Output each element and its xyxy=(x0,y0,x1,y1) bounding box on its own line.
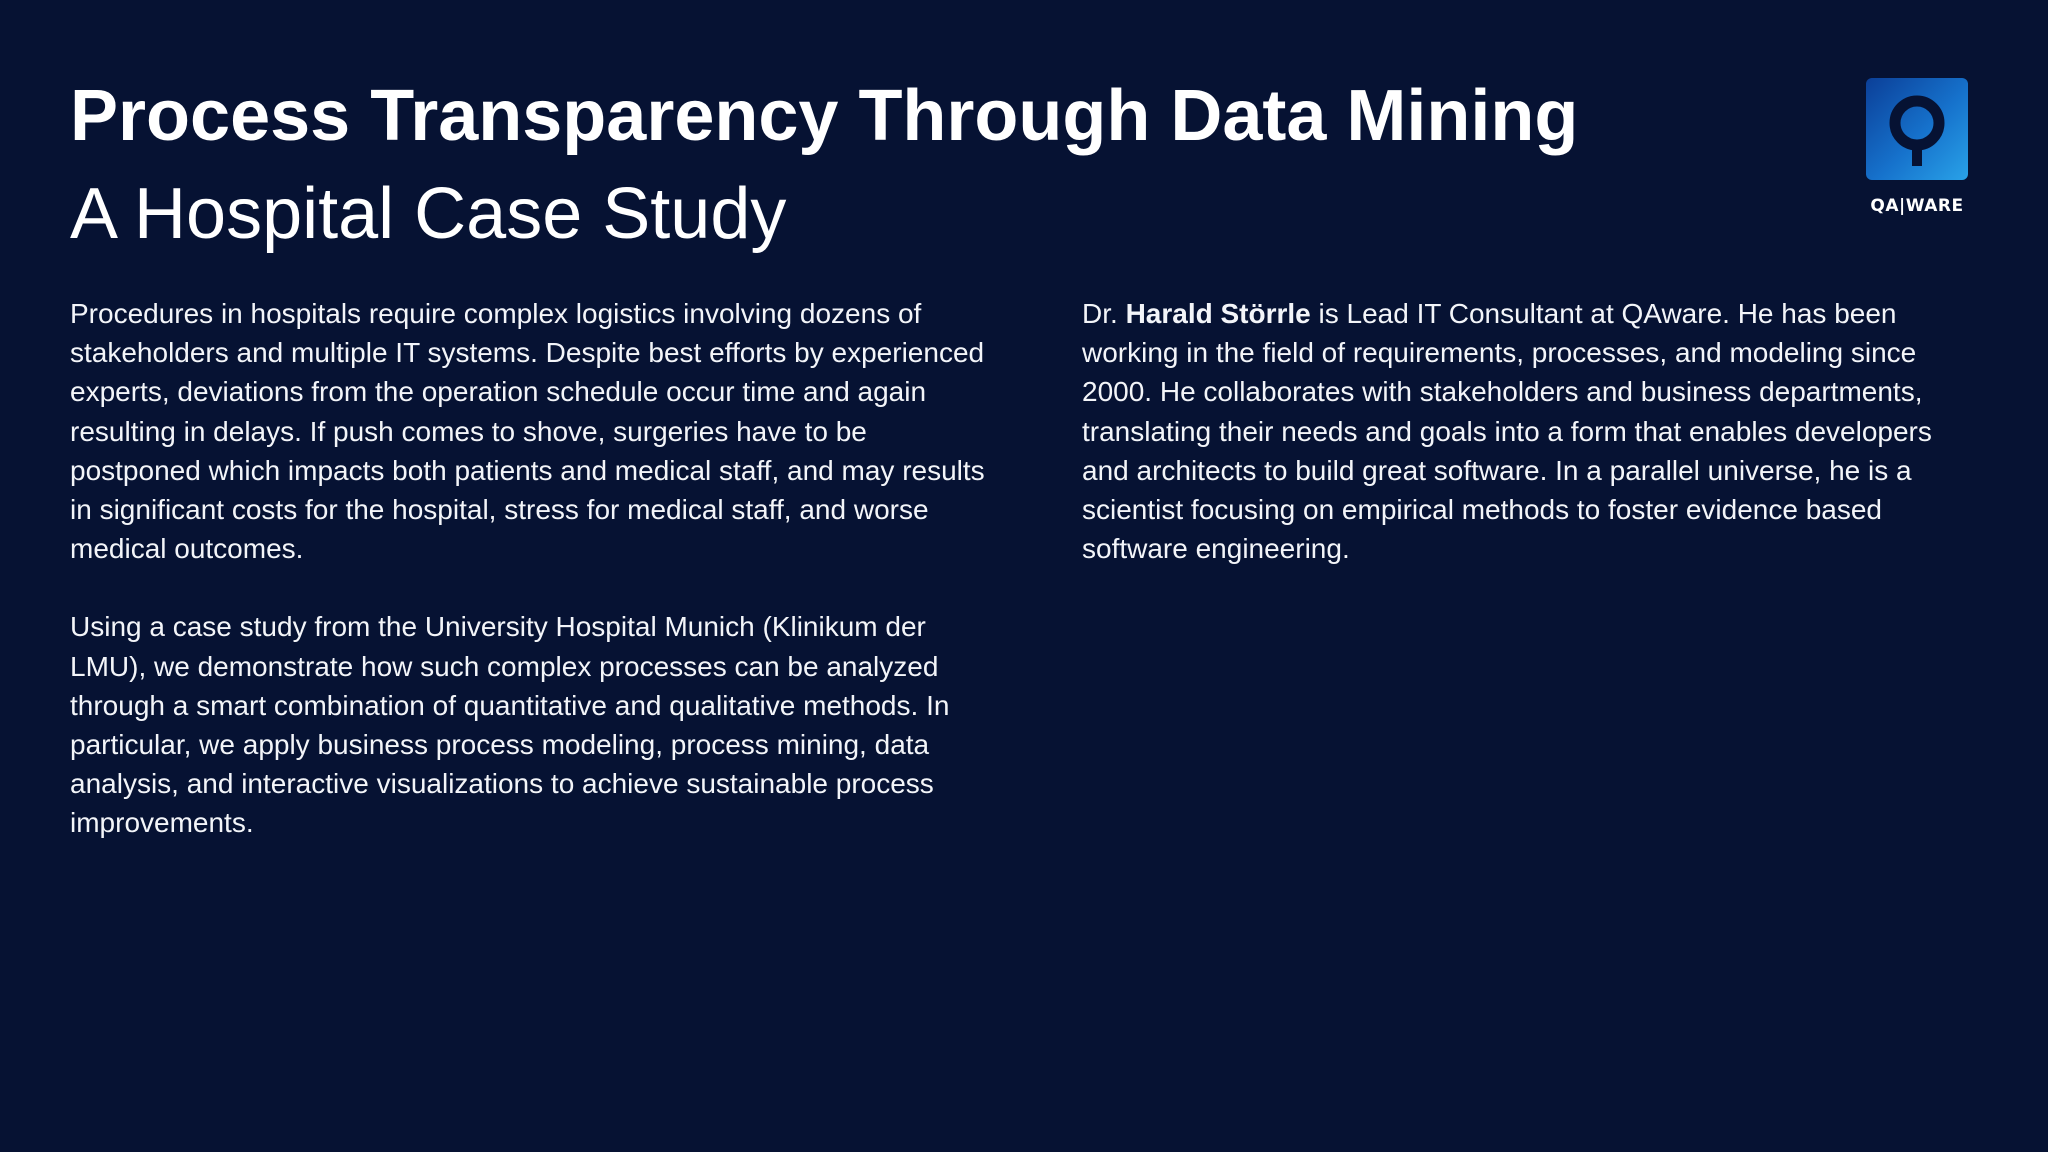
speaker-bio-column xyxy=(1082,294,1982,568)
slide-title: Process Transparency Through Data Mining xyxy=(70,76,1579,156)
logo-wordmark: QA|WARE xyxy=(1870,196,1964,216)
slide-subtitle: A Hospital Case Study xyxy=(70,174,787,254)
qaware-q-icon xyxy=(1866,78,1968,180)
abstract-column xyxy=(70,294,990,843)
abstract-paragraph-1: Procedures in hospitals require complex logistics involving dozens of stakeholders and multiple IT systems. Despite best efforts by experienced experts, deviations from the operation schedule occur time and again resulting in delays. If push comes to shove, surgeries have to be postponed which impacts both patients and medical staff, and may results in significant costs for the hospital, stress for medical staff, and worse medical outcomes. xyxy=(70,298,985,565)
speaker-name: Harald Störrle xyxy=(1125,298,1311,329)
speaker-bio xyxy=(1082,294,1982,568)
speaker-title-prefix: Dr. xyxy=(1082,298,1126,329)
abstract-paragraph-2: Using a case study from the University Hospital Munich (Klinikum der LMU), we demonstrate how such complex processes can be analyzed through a smart combination of quantitative and qualitative methods. In particular, we apply business process modeling, process mining, data analysis, and interactive visualizations to achieve sustainable process improvements. xyxy=(70,611,950,839)
company-logo xyxy=(1866,78,1970,216)
speaker-bio-text: is Lead IT Consultant at QAware. He has been working in the field of requirements, processes, and modeling since 2000. He collaborates with stakeholders and business departments, translating their needs and goals into a form that enables developers and architects to build great software. In a parallel universe, he is a scientist focusing on empirical methods to foster evidence based software engineering. xyxy=(1082,298,1932,565)
